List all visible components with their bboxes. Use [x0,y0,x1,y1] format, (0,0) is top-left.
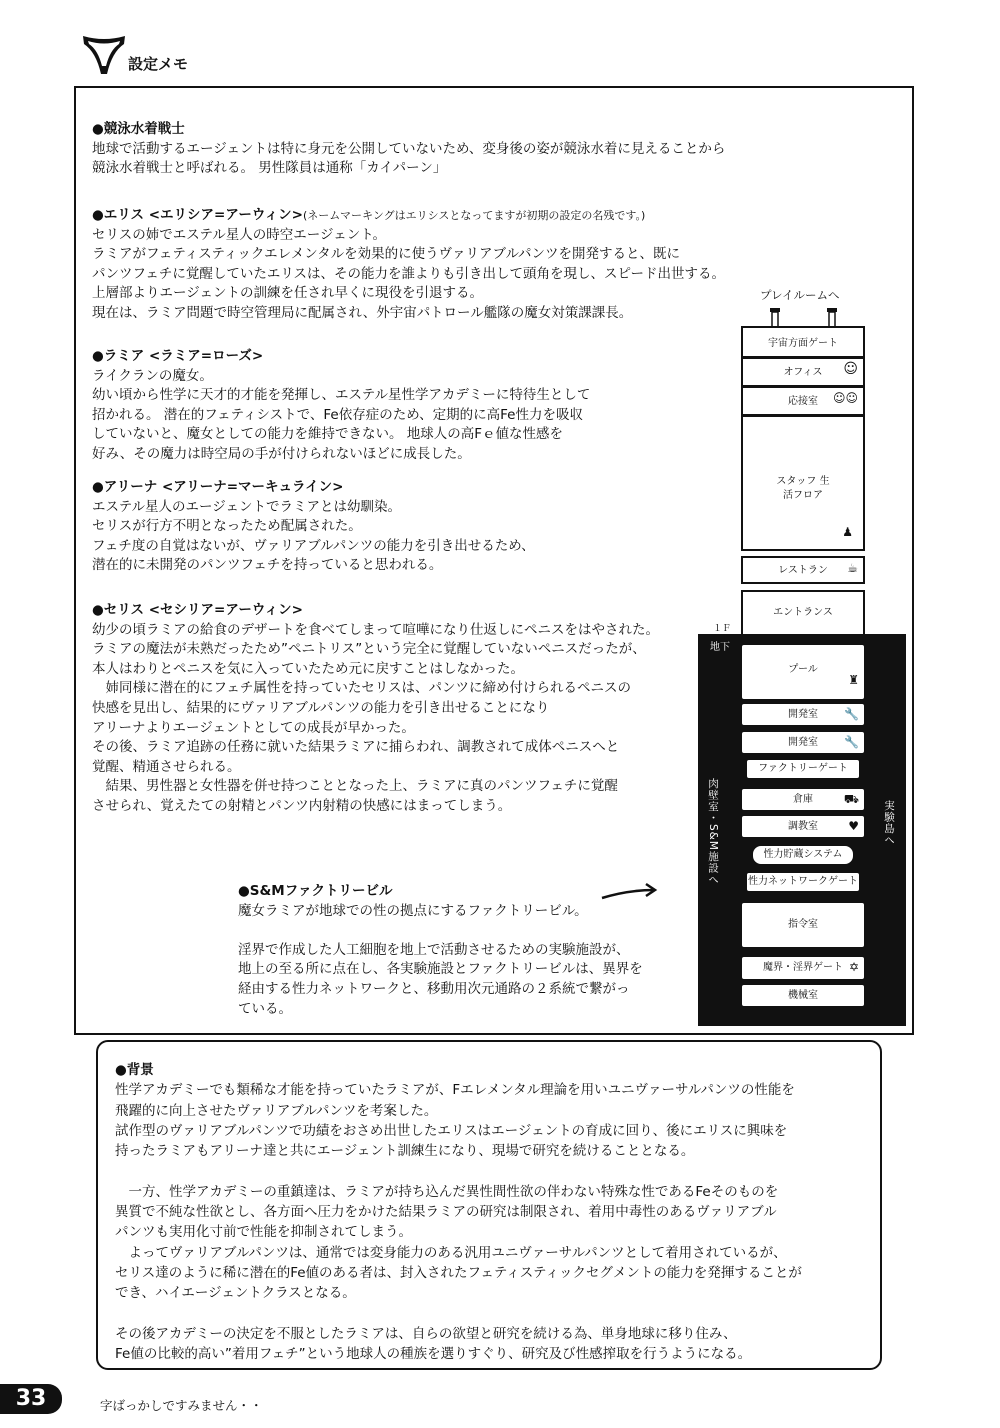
room-dev-1 [741,703,865,726]
room-label: 魔界・淫界ゲート [763,962,843,973]
room-label: エントランス [773,607,833,618]
text-line: していないと、魔女としての能力を維持できない。 地球人の高Fｅ値な性感を [92,426,564,443]
room-command [741,902,865,948]
text-line: 好み、その魔力は時空局の手が付けられないほどに成長した。 [92,445,471,462]
text-line: よってヴァリアブルパンツは、通常では変身能力のある汎用ユニヴァーサルパンツとして着用されているが、 [115,1244,787,1261]
text-line: 競泳水着戦士と呼ばれる。 男性隊員は通称「カイパーン」 [92,160,447,177]
room-entrance [741,590,865,634]
side-label-right: 実験島へ [883,800,895,846]
text-line: 招かれる。 潜在的フェティシストで、Fe依存症のため、定期的に高Fe性力を吸収 [92,406,583,423]
wrench-icon: 🔧 [844,735,859,749]
footer-note: 字ばっかしですみません・・ [100,1398,263,1413]
room-label: 性力貯蔵システム [763,849,843,860]
room-storage-system [752,845,854,865]
text-line: その後、ラミア追跡の任務に就いた結果ラミアに捕らわれ、調教されて成体ペニスへと [92,739,620,756]
text-line: 飛躍的に向上させたヴァリアブルパンツを考案した。 [115,1102,438,1119]
room-label: ファクトリーゲート [758,763,848,774]
text-line: 地上の至る所に点在し、各実験施設とファクトリービルは、異界を [238,961,643,978]
text-line: 淫界で作成した人工細胞を地上で活動させるための実験施設が、 [238,941,630,958]
text-line: 上層部よりエージェントの訓練を任され早くに現役を引退する。 [92,285,483,302]
text-line: 経由する性力ネットワークと、移動用次元通路の２系統で繋がっ [238,980,630,997]
text-line: ライクランの魔女。 [92,367,213,384]
page-title: 設定メモ [128,55,189,73]
section-title: ●エリス <エリシア=アーウィン> [92,207,303,223]
room-machine [741,984,865,1007]
text-line [115,1304,802,1324]
person-face-icon: ☺ [843,361,858,377]
room-reception [741,386,865,416]
heart-icon: ♥ [848,819,859,833]
room-dev-2 [741,731,865,754]
text-line: セリスの姉でエステル星人の時空エージェント。 [92,226,387,243]
room-space-gate [741,326,865,358]
text-line: 魔女ラミアが地球での性の拠点にするファクトリービル。 [238,902,588,919]
room-label: 開発室 [788,709,818,720]
text-line: ている。 [238,1000,292,1017]
section-celis [92,601,659,817]
wrench-icon: 🔧 [844,707,859,721]
text-line: エステル星人のエージェントでラミアとは幼馴染。 [92,498,402,515]
text-line: セリス達のように稀に潜在的Fe値のある者は、封入されたフェティスティックセグメントの能力を発揮することが [115,1264,802,1281]
section-arina [92,478,535,576]
text-line: 幼少の頃ラミアの給食のデザートを食べてしまって喧嘩になり仕返しにペニスをはやされた。 [92,621,659,638]
room-staff-floor [741,415,865,551]
text-line: させられ、覚えたての射精とパンツ内射精の快感にはまってしまう。 [92,797,512,814]
text-line [115,1161,802,1181]
room-label: 開発室 [788,737,818,748]
room-label: 機械室 [788,990,818,1001]
room-office [741,357,865,387]
text-line: 本人はわりとペニスを気に入っていたため元に戻すことはしなかった。 [92,660,524,677]
text-line: 結果、男性器と女性器を併せ持つこととなった上、ラミアに真のパンツフェチに覚醒 [92,778,618,795]
text-line: 幼い頃から性学に天才的才能を発揮し、エステル星性学アカデミーに特待生として [92,387,591,404]
text-line: アリーナよりエージェントとしての成長が早かった。 [92,719,415,736]
text-line: パンツも実用化寸前で性能を抑制されてしまう。 [115,1224,412,1241]
hexagram-icon: ✡ [848,960,859,974]
text-line: 快感を見出し、結果的にヴァリアブルパンツの能力を引き出せることになり [92,699,550,716]
section-title: ●アリーナ <アリーナ=マーキュライン> [92,479,344,495]
room-label: レストラン [778,565,828,576]
text-line: 地球で活動するエージェントは特に身元を公開していないため、変身後の姿が競泳水着に見えることから [92,140,726,157]
text-line: 現在は、ラミア問題で時空管理局に配属され、外宇宙パトロール艦隊の魔女対策課課長。 [92,304,633,321]
room-label: 性力ネットワークゲート [748,876,858,887]
section-title: ●S&Mファクトリービル [238,883,393,899]
room-network-gate [746,872,860,892]
text-line: 覚醒、精通させられる。 [92,758,241,775]
text-line: その後アカデミーの決定を不服としたラミアは、自らの欲望と研究を続ける為、単身地球に移り住み、 [115,1325,737,1342]
side-label-left: 肉壁室・S&M施設へ [707,778,719,886]
section-swimsuit [92,120,725,179]
section-title: ●ラミア <ラミア=ローズ> [92,348,264,364]
room-restaurant [741,556,865,584]
text-line: 異質で不純な性欲とし、各方面へ圧力をかけた結果ラミアの研究は制限され、着用中毒性のあるヴァリアブル [115,1204,777,1221]
room-training [741,815,865,838]
pipe-connector-icon [765,306,843,328]
text-line: 一方、性学アカデミーの重鎮達は、ラミアが持ち込んだ異性間性欲の伴わない特殊な性であるFeそのものを [115,1183,779,1200]
text-line [238,921,643,941]
panty-logo-icon [80,32,128,78]
diagram-top-label: プレイルームへ [760,288,840,302]
room-label: 倉庫 [793,794,813,805]
section-title: ●背景 [115,1062,154,1078]
section-factory [238,882,643,1019]
cart-icon: ⛟ [843,792,859,806]
room-label: プール [788,664,818,675]
section-lamia [92,347,590,465]
section-note: (ネームマーキングはエリシスとなってますが初期の設定の名残です。) [302,209,646,222]
person-icon: ♟ [842,525,853,539]
text-line: Fe値の比較的高い”着用フェチ”という地球人の種族を選りすぐり、研究及び性感搾取を行うようになる。 [115,1346,752,1363]
text-line: ラミアがフェティスティックエレメンタルを効果的に使うヴァリアブルパンツを開発すると、既に [92,246,681,263]
text-line: セリスが行方不明となったため配属された。 [92,518,362,535]
text-line: でき、ハイエージェントクラスとなる。 [115,1285,356,1302]
section-title: ●競泳水着戦士 [92,121,185,137]
text-line: 潜在的に未開発のパンツフェチを持っていると思われる。 [92,557,443,574]
floor-label-basement: 地下 [710,642,730,653]
text-line: 姉同様に潜在的にフェチ属性を持っていたセリスは、パンツに締め付けられるペニスの [92,680,632,697]
room-label: スタッフ 生活フロア [776,476,830,501]
text-line: フェチ度の自覚はないが、ヴァリアブルパンツの能力を引き出せるため、 [92,537,535,554]
faces-icon: ☺☺ [832,391,858,405]
text-line: ラミアの魔法が未熟だったため”ペニトリス”という完全に覚醒していないペニスだったが、 [92,641,646,658]
room-label: 指令室 [788,919,818,930]
room-factory-gate [746,759,860,779]
room-storage [741,788,865,811]
room-demon-gate [741,956,865,980]
arrow-right-icon [598,880,660,904]
swimsuit-icon: ♜ [848,673,859,687]
floor-label-1f: １Ｆ [713,624,732,634]
room-label: 調教室 [788,821,818,832]
section-eris [92,206,725,324]
text-line: 性学アカデミーでも類稀な才能を持っていたラミアが、Fエレメンタル理論を用いユニヴァーサルパンツの性能を [115,1082,795,1099]
room-pool [741,644,865,700]
text-line: パンツフェチに覚醒していたエリスは、その能力を誰よりも引き出して頭角を現し、スピード出世する。 [92,265,726,282]
section-background [115,1060,802,1364]
teacup-icon: ☕ [847,561,858,575]
room-label: 応接室 [788,396,818,407]
text-line: 持ったラミアもアリーナ達と共にエージェント訓練生になり、現場で研究を続けることとなる。 [115,1143,695,1160]
room-label: 宇宙方面ゲート [768,338,838,349]
room-label: オフィス [783,367,823,378]
section-title: ●セリス <セシリア=アーウィン> [92,602,303,618]
text-line: 試作型のヴァリアブルパンツで功績をおさめ出世したエリスはエージェントの育成に回り、後にエリスに興味を [115,1122,788,1139]
page-number: 33 [0,1384,62,1414]
